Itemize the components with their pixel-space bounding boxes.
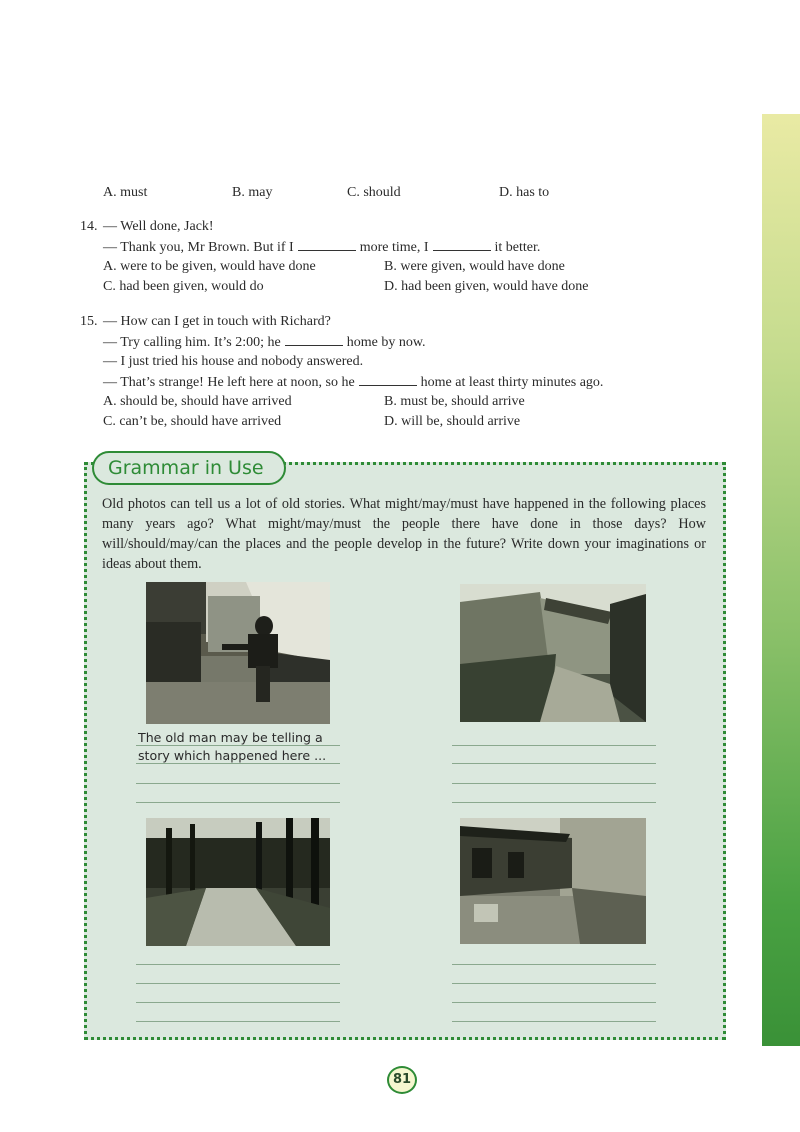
dialogue-text: — Try calling him. It’s 2:00; he [103,335,281,350]
q15-option-c: C. can’t be, should have arrived [103,414,282,429]
writing-line [452,1002,656,1003]
writing-line [136,802,340,803]
photo-old-man [146,582,330,724]
dialogue-text: — That’s strange! He left here at noon, so he [103,375,355,390]
writing-line [136,1002,340,1003]
writing-line [452,964,656,965]
writing-line [136,745,340,746]
dialogue-text: home at least thirty minutes ago. [420,375,604,390]
question-number: 14. [80,219,98,234]
dialogue-text: it better. [494,240,541,255]
writing-area-4[interactable] [452,952,656,1032]
writing-line [136,1021,340,1022]
writing-line [136,783,340,784]
answer-blank[interactable] [433,237,491,251]
dialogue-text: — Thank you, Mr Brown. But if I [103,240,294,255]
photo-tree-lined-path [146,818,330,946]
writing-line [452,802,656,803]
writing-area-1[interactable] [136,728,340,808]
photo-old-alley [460,584,646,722]
writing-area-3[interactable] [136,952,340,1032]
instructions-text: Old photos can tell us a lot of old stories. What might/may/must have happened in the following places many years ago? What might/may/must the people there have done in those days? How will/should/may/can the places and the people develop in the future? Write down your imaginations or ideas about them. [102,496,706,572]
dialogue-line [103,332,426,353]
photo-old-ruin [460,818,646,944]
q14-option-a: A. were to be given, would have done [103,259,316,274]
q14-option-d: D. had been given, would have done [384,279,589,294]
q13-option-c: C. should [347,185,401,200]
dialogue-line: — Well done, Jack! [103,219,214,234]
dialogue-line [103,372,603,393]
writing-line [452,1021,656,1022]
question-number: 15. [80,314,98,329]
answer-blank[interactable] [298,237,356,251]
writing-line [136,763,340,764]
q15-option-d: D. will be, should arrive [384,414,521,429]
q14-option-b: B. were given, would have done [384,259,565,274]
dialogue-line: — I just tried his house and nobody answered. [103,354,364,369]
dialogue-line [103,237,540,258]
q15-option-b: B. must be, should arrive [384,394,525,409]
writing-line [136,964,340,965]
writing-line [136,983,340,984]
writing-line [452,745,656,746]
q15-option-a: A. should be, should have arrived [103,394,292,409]
dialogue-line: — How can I get in touch with Richard? [103,314,331,329]
q14-option-c: C. had been given, would do [103,279,264,294]
answer-blank[interactable] [359,372,417,386]
q13-option-a: A. must [103,185,148,200]
writing-line [452,983,656,984]
sample-answer-line: The old man may be telling a [138,730,323,745]
dialogue-text: more time, I [359,240,429,255]
q13-option-b: B. may [232,185,273,200]
answer-blank[interactable] [285,332,343,346]
writing-line [452,783,656,784]
dialogue-text: home by now. [346,335,426,350]
q13-options [103,185,703,205]
section-title: Grammar in Use [92,451,286,485]
sample-answer-line: story which happened here ... [138,748,327,763]
q13-option-d: D. has to [499,185,550,200]
side-color-tab [762,114,800,1046]
writing-line [452,763,656,764]
page-number: 81 [387,1066,417,1094]
writing-area-2[interactable] [452,728,656,808]
